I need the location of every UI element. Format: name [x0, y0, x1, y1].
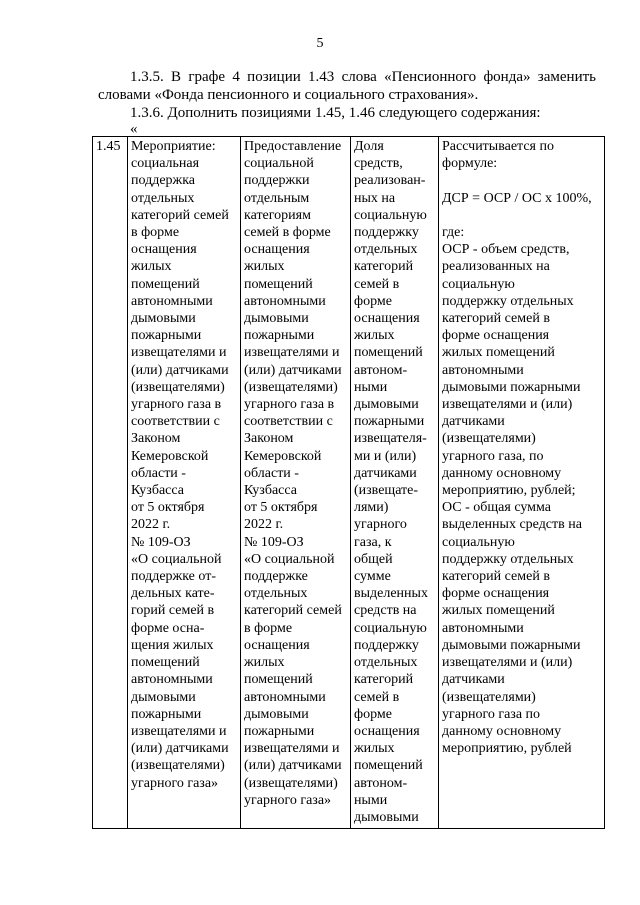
paragraph-1-3-5: 1.3.5. В графе 4 позиции 1.43 слова «Пенсионного фонда» заменить словами «Фонда пенсионного и социального страхования». — [98, 69, 596, 103]
paragraph-1-3-6: 1.3.6. Дополнить позициями 1.45, 1.46 следующего содержания: — [130, 105, 541, 121]
cell-event-name: Мероприятие: социальная поддержка отдельных категорий семей в форме оснащения жилых помещений автономными дымовыми пожарными извещателями и (или) датчиками (извещателями) угарного газа в соответствии с Законом Кемеровской области - Кузбасса от 5 октября 2022 г. № 109-ОЗ «О социальной поддержке от- дельных кате- горий семей в форме осна- щения жилых помещений автономными дымовыми пожарными извещателями и (или) датчиками (извещателями) угарного газа» — [128, 137, 241, 829]
positions-table — [92, 136, 605, 829]
page-number: 5 — [316, 36, 324, 51]
cell-calculation-formula: Рассчитывается по формуле: ДСР = ОСР / ОС х 100%, где: ОСР - объем средств, реализованных на социальную поддержку отдельных категорий семей в форме оснащения жилых помещений автономными дымовыми пожарными извещателями и (или) датчиками (извещателями) угарного газа, по данному основному мероприятию, рублей; ОС - общая сумма выделенных средств на социальную поддержку отдельных категорий семей в форме оснащения жилых помещений автономными дымовыми пожарными извещателями и (или) датчиками (извещателями) угарного газа по данному основному мероприятию, рублей — [439, 137, 605, 829]
opening-quote: « — [130, 121, 138, 137]
share-indicator-text: Доля средств, реализован- ных на социальную поддержку отдельных категорий семей в форме оснащения жилых помещений автоном- ными дымовыми пожарными извещателя- ми и (или) датчиками (извещате- лями) угарного газа, к общей сумме выделенных средств на социальную поддержку отдельных категорий семей в форме оснащения жилых помещений автоном- ными дымовыми — [354, 139, 428, 825]
cell-position-number: 1.45 — [93, 137, 128, 829]
cell-share-indicator — [351, 137, 439, 829]
table-row — [93, 137, 605, 829]
cell-provision: Предоставление социальной поддержки отдельным категориям семей в форме оснащения жилых помещений автономными дымовыми пожарными извещателями и (или) датчиками (извещателями) угарного газа в соответствии с Законом Кемеровской области - Кузбасса от 5 октября 2022 г. № 109-ОЗ «О социальной поддержке отдельных категорий семей в форме оснащения жилых помещений автономными дымовыми пожарными извещателями и (или) датчиками (извещателями) угарного газа» — [241, 137, 351, 829]
